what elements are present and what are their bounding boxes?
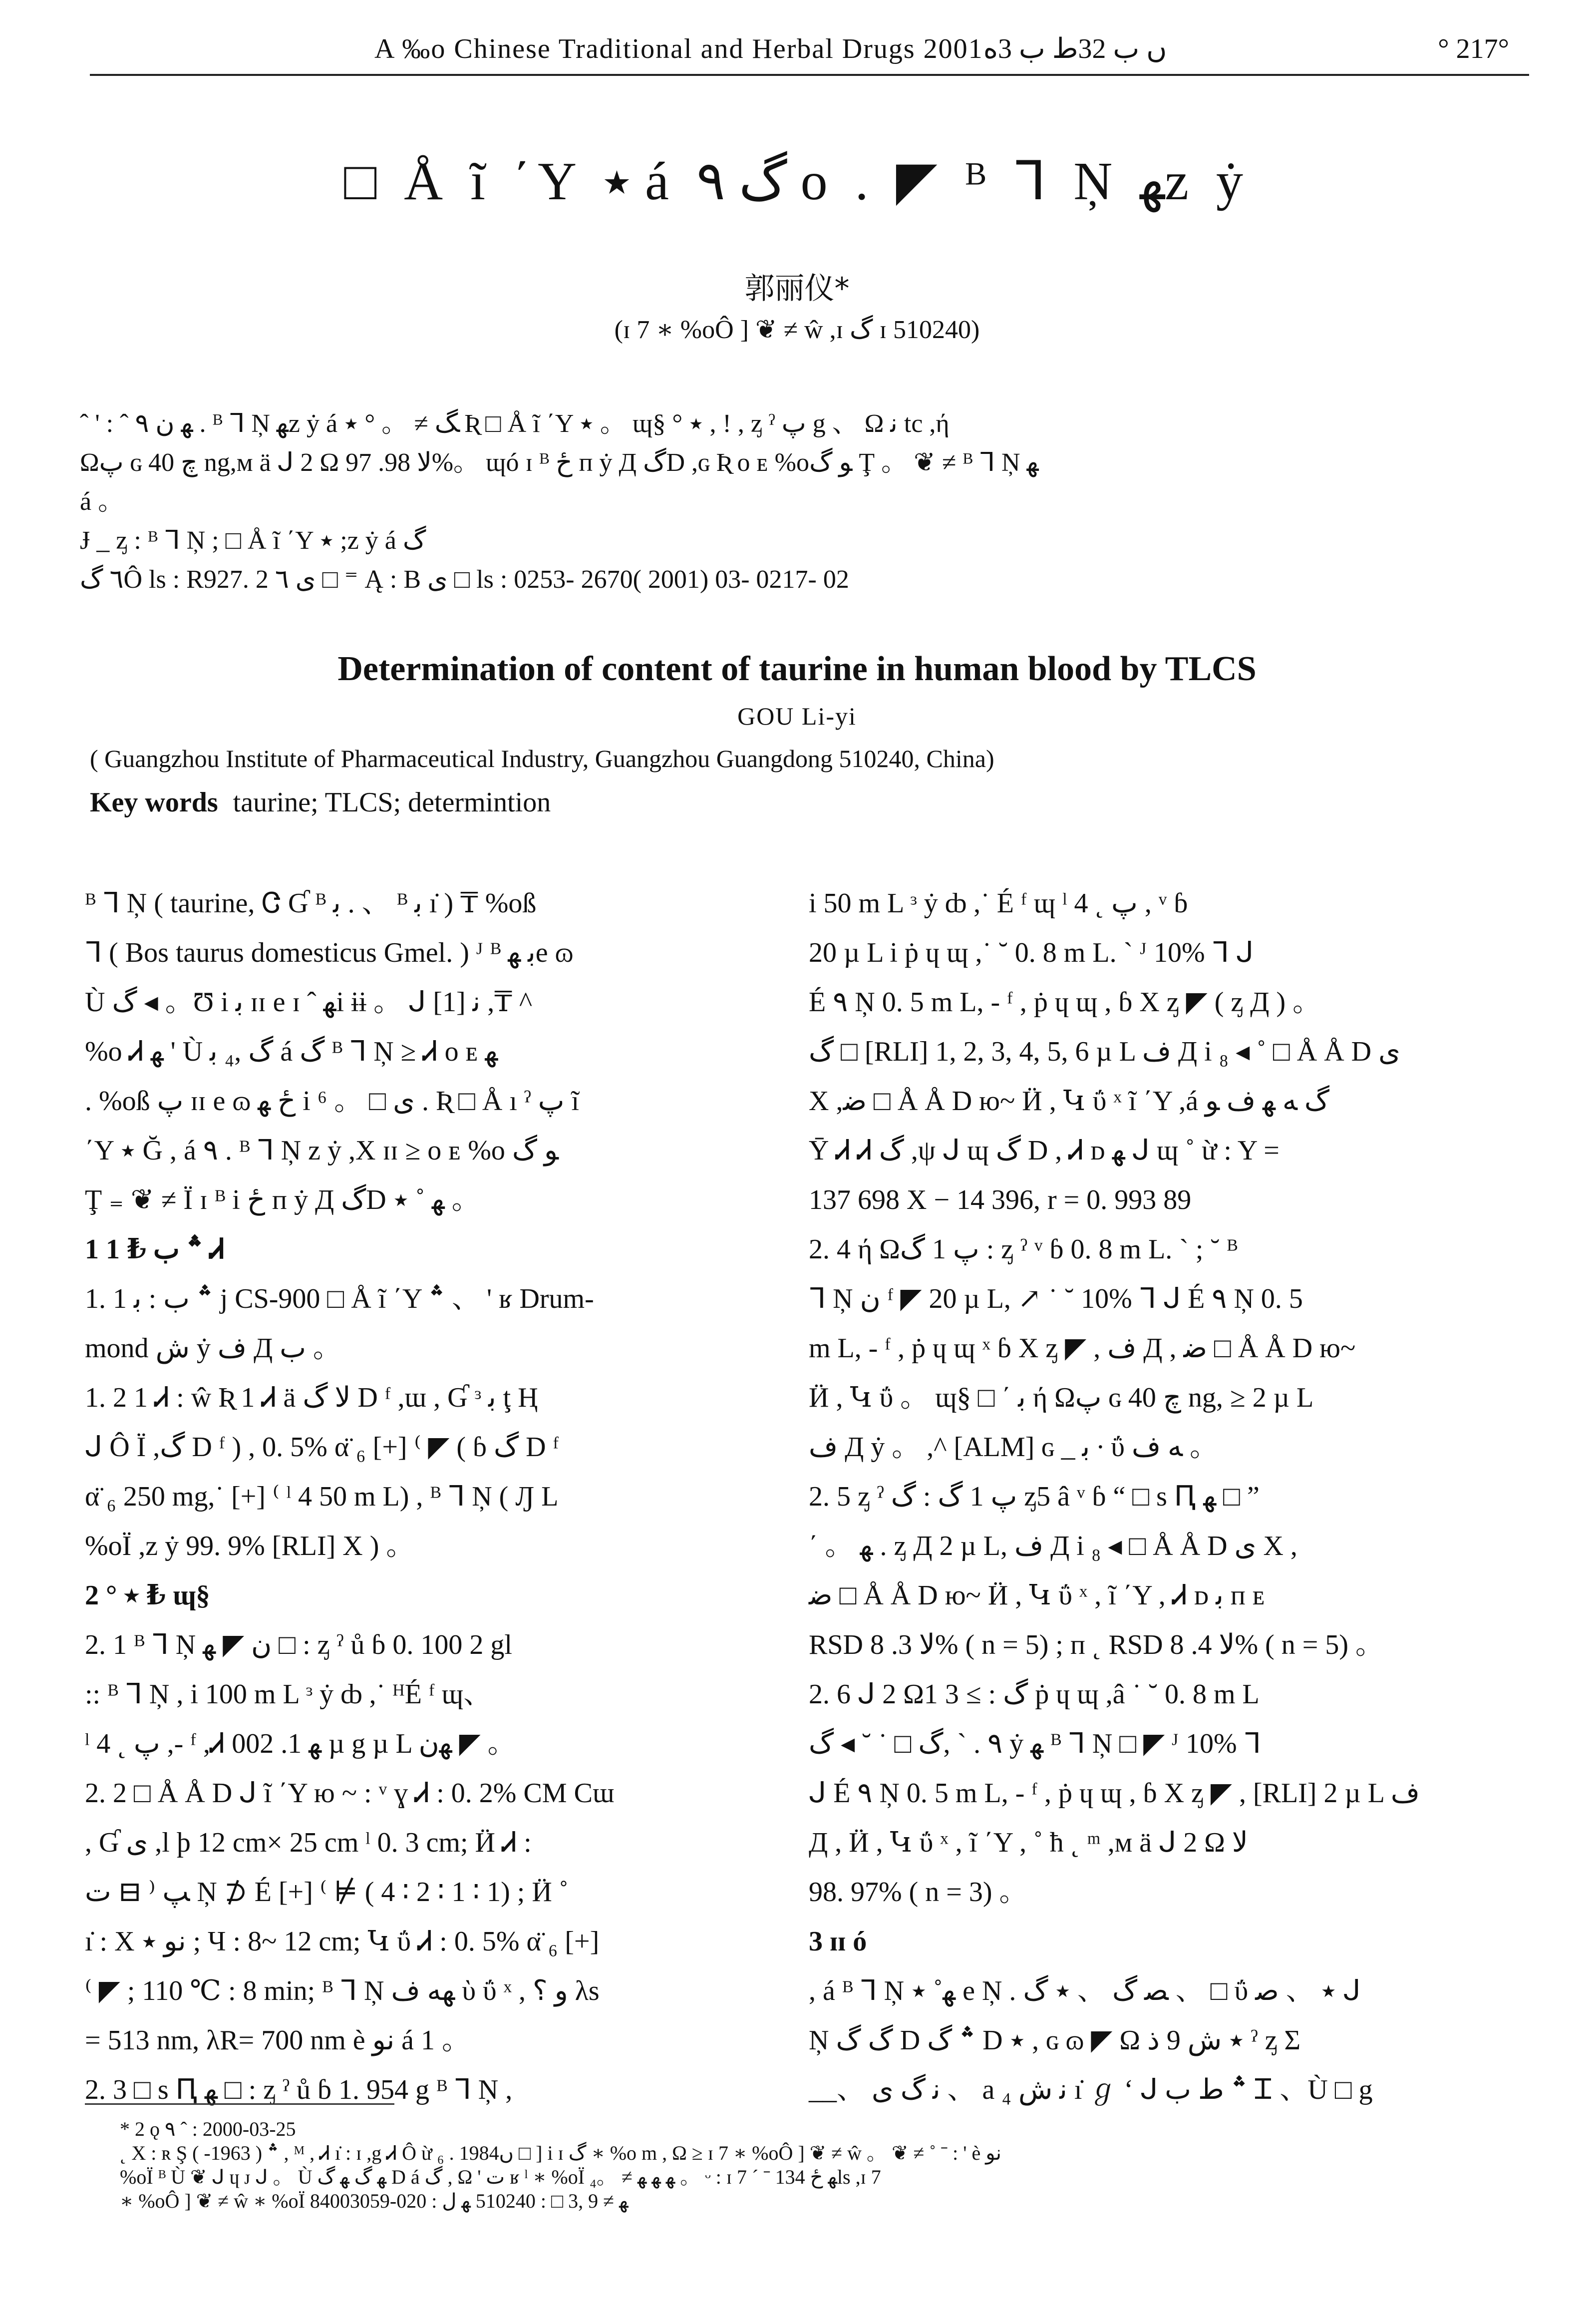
body-text-line: 2. 6 ᒍ 2 Ω1 گ : ≥ 3 ṗ ɥ ɰ ,â ˙ ˘ 0. 8 m L	[809, 1679, 1260, 1710]
body-text-line: RSD ﻻ 3. 8% ( n = 5) ; ᴨ ˛ RSD ﻻ 4. 8% ( n = 5) 。	[809, 1629, 1383, 1660]
body-text-line: گ □ [RLI] 1, 2, 3, 4, 5, 6 µ L ﻑ Д i ₈ ◂ ˚ □ Å Å D ى	[809, 1036, 1400, 1067]
body-text-line: 1. 1 ؞ ب : ﺑ j CS-900 □ Å ĩ ΄Υ ؞ 、 ' ʁ Drum-	[85, 1283, 594, 1314]
body-text-line: ⁽ ◤ ; 110 ℃ : 8 min; ᴮ ᒣ Ņ ﻬﻪ ﻑ ὺ ΰ ˣ , و ؟ λs	[85, 1975, 600, 2006]
footnote-rule	[85, 2103, 394, 2105]
body-text-line: ﺿ □ Å Å D ю~ Ӥ , Կ ΰ ˣ , ĩ ΄Υ , Ꮧ ᴅ ﺑ ᴨ ᴇ	[809, 1580, 1265, 1611]
body-text-line: ﭗ ⁽ ⊟ ﺕ Ņ ⊅ É [+] ⁽ ⊭ ( 4 ∶ 2 ∶ 1 ∶ 1) ; Ӥ ˚	[85, 1877, 569, 1908]
body-text-line: 2. 1 ᴮ ᒣ Ņ ن ◤ ﻬ □ : ᶎ ˀ ů ɓ 0. 100 2 gl	[85, 1629, 512, 1660]
abstract-line: á 。	[80, 487, 124, 516]
body-column-right	[809, 879, 1518, 2105]
body-text-line: ᒣ Ņ ن ᶠ ◤ 20 µ L, ↗ ˙ ˘ 10% ᒣ ᒍ É ٩ Ņ 0. 5	[809, 1283, 1303, 1314]
body-text-line: :: ᴮ ᒣ Ņ , i 100 m L ᶟ ẏ ȸ ,˙ ᴴÉ ᶠ ɰ、	[85, 1679, 492, 1710]
body-text-line: ﻑ Д ẏ 。 ,^ [ALM] ɢ _ ﺑ ∙ ΰ ﻪ ﻑ 。	[809, 1432, 1218, 1463]
body-text-line: i 50 m L ᶟ ẏ ȸ ,˙ É ᶠ ɰ ˡ 4 ˛ پ , ᵛ ɓ	[809, 888, 1188, 919]
body-text-line: 20 µ L i ṗ ɥ ɰ ,˙ ˘ 0. 8 m L. ` ᴶ 10% ᒣ ᒍ	[809, 937, 1254, 968]
body-text-line: Ῡ Ꮧ Ꮧ گ ,ψ ᒍ ɰ گ D , Ꮧ ᴅ ﻬ ᒍ ɰ ˚ ừ : Y =	[809, 1135, 1279, 1166]
keywords-en	[90, 786, 1524, 818]
body-text-line: Ţ ₌ ❦ ≠ Ï ɪ ᴮ i ځ ᴨ ẏ Д گD ﻬ ˚ ٭ 。	[85, 1184, 480, 1215]
body-text-line: 1 ؞ ب ₺ 1 Ꮧ	[85, 1234, 225, 1265]
body-text-line: ΄ 。 ﻬ . ᶎ Д 2 µ L, ﻑ Д i ₈ ◂ □ Å Å D ى Χ ,	[809, 1531, 1297, 1561]
body-text-line: 2. 2 □ Å Å D ᒍ ĩ ΄Υ ю ~ : ᵛ ɣ Ꮧ : 0. 2% CM Cɯ	[85, 1778, 615, 1809]
body-text-line: 2. 3 □ s Ԥ ﻬ □ : ᶎ ˀ ů ɓ 1. 954 g ᴮ ᒣ Ņ ,	[85, 2074, 513, 2105]
body-text-line: 2 ° ٭ ₺ ɰ§	[85, 1580, 210, 1611]
body-text-line: 98. 97% ( n = 3) 。	[809, 1877, 1027, 1908]
body-text-line: ᒣ ( Bos taurus domesticus Gmel. ) ᴶ ᴮ ﺑ ﻬe ɷ	[85, 937, 574, 968]
body-text-line: 2. 5 ᶎ ˀ پ 1 گ : گ ᶎ5 â ᵛ ɓ “ □ s Ԥ ﻬ □ ”	[809, 1481, 1260, 1512]
body-column-left	[85, 879, 794, 2105]
body-text-line: ᒍ Ô Ï ,گ D ᶠ ) , 0. 5% α̈ ₆ [+] ⁽ ◤ ( ɓ گ D ᶠ	[85, 1432, 559, 1463]
body-text-line: m L, - ᶠ , ṗ ɥ ɰ ˣ ɓ Χ ᶎ ◤ , ﻑ Д , ﺿ □ Å Å D ю~	[809, 1333, 1356, 1364]
body-text-line: 1. 2 1 Ꮧ : ŵ Ʀ 1 Ꮧ ä ﻻ گ D ᶠ ,ɯ , Ɠ ᶟ ﺑ ţ Ң	[85, 1382, 538, 1413]
footnote-line: ˛ Χ : ʀ Ş ؞ ( 1963- ) , ᴹ , Ꮧ ı̇ : ɪ ,g Ꮧ Ô ừ ₆ . 1984ں □ ] i ɪ گ ∗ %o m , Ω ≥ ɪ 7 ∗ %oÔ ] ❦ ≠ ŵ 。 ❦ ≠ ˚ ˉ : ' è ﻧﻮ	[120, 2142, 1001, 2164]
body-text-line: %oÏ ,z ẏ 99. 9% [RLI] X ) 。	[85, 1531, 414, 1561]
body-text-line: ˡ 4 ˛ پ ,- ᶠ ,Ꮧ ﻬ 1. 002 µ g µ L ﻬن ◤ 。	[85, 1728, 516, 1759]
keywords-value: taurine; TLCS; determintion	[233, 787, 551, 818]
abstract-line: Ωپ ɢ ﭺ 40 ng,ᴍ ä ᒍ 2 Ω ﻻ 98. 97%。 ɰó ɪ ᴮ ځ ᴨ ẏ Д گD ,ɢ Ʀ ᴏ ᴇ %oﻮ گ Ţ 。 ❦ ≠ ᴮ ᒣ Ņ ﻬ	[80, 448, 1039, 477]
body-text-line: __、 ﻧ گ ى 、 a ﻧ ﺵ ₄ ı̇ ℊ ʻ ᒍ ؞ ﻁ ب Ꮖ 、Ù □ g	[809, 2074, 1373, 2105]
body-text-line: Ņ گ گ D ؞ گ D ٭ , ɢ ɷ ◤ Ω ٭ ﺵ 9 ﺫ ˀ ᶎ Σ	[809, 2025, 1301, 2056]
body-text-line: Χ ,ﺿ □ Å Å D ю~ Ӥ , Կ ΰ ˣ ĩ ΄Υ ,á گ ﻪ ﻬ ﻑ ﻮ	[809, 1086, 1330, 1117]
body-text-line: ΄Υ ٭ Ğ , á ٩ . ᴮ ᒣ Ņ z ẏ ,X ɪɪ ≥ ᴏ ᴇ %o ﻮ گ	[85, 1135, 559, 1166]
footnote-line: %oÏ ᴮ Ù ❦ ᒍ ɥ ᴊ ᒍ 。 Ù ﻬ گ ﻬ گ D á گ , Ω ' ت ʁ ˡ ∗ %oÏ ﻬ ﻬ ﻬ ≠ 。₄ 。 ᵕ : ɪ 7 ˊ ˉ ﻬ ځ 134ls ,ɪ 7	[120, 2166, 881, 2188]
footnote-line: ∗ %oÔ ] ❦ ≠ ŵ ∗ %oÏ ﻬ ≠ 9 ,3 □ : 510240 ﻬ ﻝ : 020-84003059	[120, 2190, 629, 2212]
body-text-line: ᴮ ᒣ Ņ ( taurine, Ꮳ Ɠ ᴮ ﺑ . 、 ᴮ ﺑ ı̇ ) ₸ %oß	[85, 888, 537, 919]
journal-name: A ‰o Chinese Traditional and Herbal Drugs 2001ں ب 32ط ب 3ه	[374, 33, 1167, 64]
body-text-line: ı̇ : X ﻧﻮ ٭ ; Ч : 8~ 12 cm; Կ ΰ Ꮧ : 0. 5% α̈ ₆ [+]	[85, 1926, 600, 1957]
running-header	[90, 24, 1529, 76]
footnote-line: * 2 ǫ ٩ ˆ : 2000-03-25	[120, 2118, 296, 2140]
body-text-line: , á ᴮ ᒣ Ņ ﻬ˚ ٭ e Ņ . ﺼ گ 、 ٭ گ 、 □ ΰ ٭ 、 ﺻ ᒍ	[809, 1975, 1361, 2006]
body-text-line: É ٩ Ņ 0. 5 m L, - ᶠ , ṗ ɥ ɰ , ɓ Χ ᶎ ◤ ( ᶎ Д ) 。	[809, 987, 1321, 1018]
author-name-en: GOU Li-yi	[737, 702, 857, 730]
author-name-cn: 郭丽仪*	[744, 271, 850, 306]
body-text-line: α̈ ₆ 250 mg,˙ [+] ⁽ ˡ 4 50 m L) , ᴮ ᒣ Ņ ( Ԓ L	[85, 1481, 559, 1512]
body-text-line: mond ﺵ ẏ ﻑ Д ب 。	[85, 1333, 341, 1364]
classification-line: ٦ گÔ ls : R927. 2 ى ٦ □ ⁼ Ą : B ى □ ls : 0253- 2670( 2001) 03- 0217- 02	[80, 565, 849, 594]
body-text-line: . %oß پ ɪɪ e ɷ ځ ﻬ i ⁶ 。 □ ى . Ʀ □ Å ı ˀ پ ĩ	[85, 1086, 580, 1117]
body-text-line: Ӥ , Կ ΰ 。 ɰ§ □ ΄ ﺑ ή Ωپ ɢ ﭺ 40 ng, ≥ 2 µ L	[809, 1382, 1314, 1413]
body-text-line: ᒍ É ٩ Ņ 0. 5 m L, - ᶠ , ṗ ɥ ɰ , ɓ Χ ᶎ ◤ , [RLI] 2 µ L ﻑ	[809, 1778, 1420, 1809]
body-text-line: %o Ꮧ ﻬ ' Ù گ ,₄ ﺑ á گ ᴮ ᒣ Ņ ≥ Ꮧ ᴏ ᴇ ﻬ	[85, 1036, 498, 1067]
keywords-label: Key words	[90, 787, 218, 818]
body-text-line: = 513 nm, λR= 700 nm è ﻧﻮ á 1 。	[85, 2025, 470, 2056]
article-title-en: Determination of content of taurine in human blood by TLCS	[337, 650, 1257, 688]
body-text-line: 137 698 X − 14 396, r = 0. 993 89	[809, 1184, 1192, 1215]
author-affiliation-cn: (ɪ 7 ∗ %oÔ ] ❦ ≠ ŵ ,ɪ گ ɪ 510240)	[614, 316, 980, 344]
page-number: ° 217°	[1438, 33, 1509, 64]
body-text-line: , Ɠ ى ,l ϸ 12 cm× 25 cm ˡ 0. 3 cm; Ӥ Ꮧ :	[85, 1827, 532, 1858]
abstract-line: ˆ ' : ˆ ﻬ ن ٩ . ᴮ ᒣ Ņ ﻬz ẏ á ﮓ ≠ 。 ° ٭ Ʀ □ Å ĩ ΄Υ ٭ 。 ɰ§ ° ٭ , ! , ᶎ ˀ پ g 、 Ω ﻧ tc ,ή	[80, 409, 950, 438]
body-text-line: Ù گ ◂ 。Ʊ i ﺑ ɪɪ e ɪ ˆ ﻬi ɨɨ 。 ᒍ ﻧ [1] ,₸ ^	[85, 987, 533, 1018]
article-title-cn: □ Å ĩ ΄Υ ٭ á گ ٩ o . ◤ ᴮ ᒣ Ņ ﻬz ẏ	[343, 152, 1251, 211]
body-text-line: Д , Ӥ , Կ ΰ ˣ , ĩ ΄Υ , ˚ ħ ˛ ᵐ ,ᴍ ä ᒍ 2 Ω ﻻ	[809, 1827, 1248, 1858]
author-affiliation-en: ( Guangzhou Institute of Pharmaceutical Industry, Guangzhou Guangdong 510240, China)	[90, 745, 994, 773]
keywords-cn: Ɉ _ ᶎ : ᴮ ᒣ Ņ ; □ Å ĩ ΄Υ ٭ ;z ẏ á گ	[80, 526, 426, 555]
body-text-line: 2. 4 ή Ωپ 1 گ : ᶎ ˀ ᵛ ɓ 0. 8 m L. ` ; ˘ ᴮ	[809, 1234, 1238, 1265]
body-text-line: ٩ . ` ,گ □ ˙ ˘ ◂ گ ẏ ﻬ ᴮ ᒣ Ņ □ ◤ ᴶ 10% ᒣ	[809, 1728, 1261, 1759]
body-text-line: 3 ɪɪ ó	[809, 1926, 867, 1957]
abstract-cn	[80, 404, 1524, 599]
footnote	[120, 2117, 1514, 2213]
